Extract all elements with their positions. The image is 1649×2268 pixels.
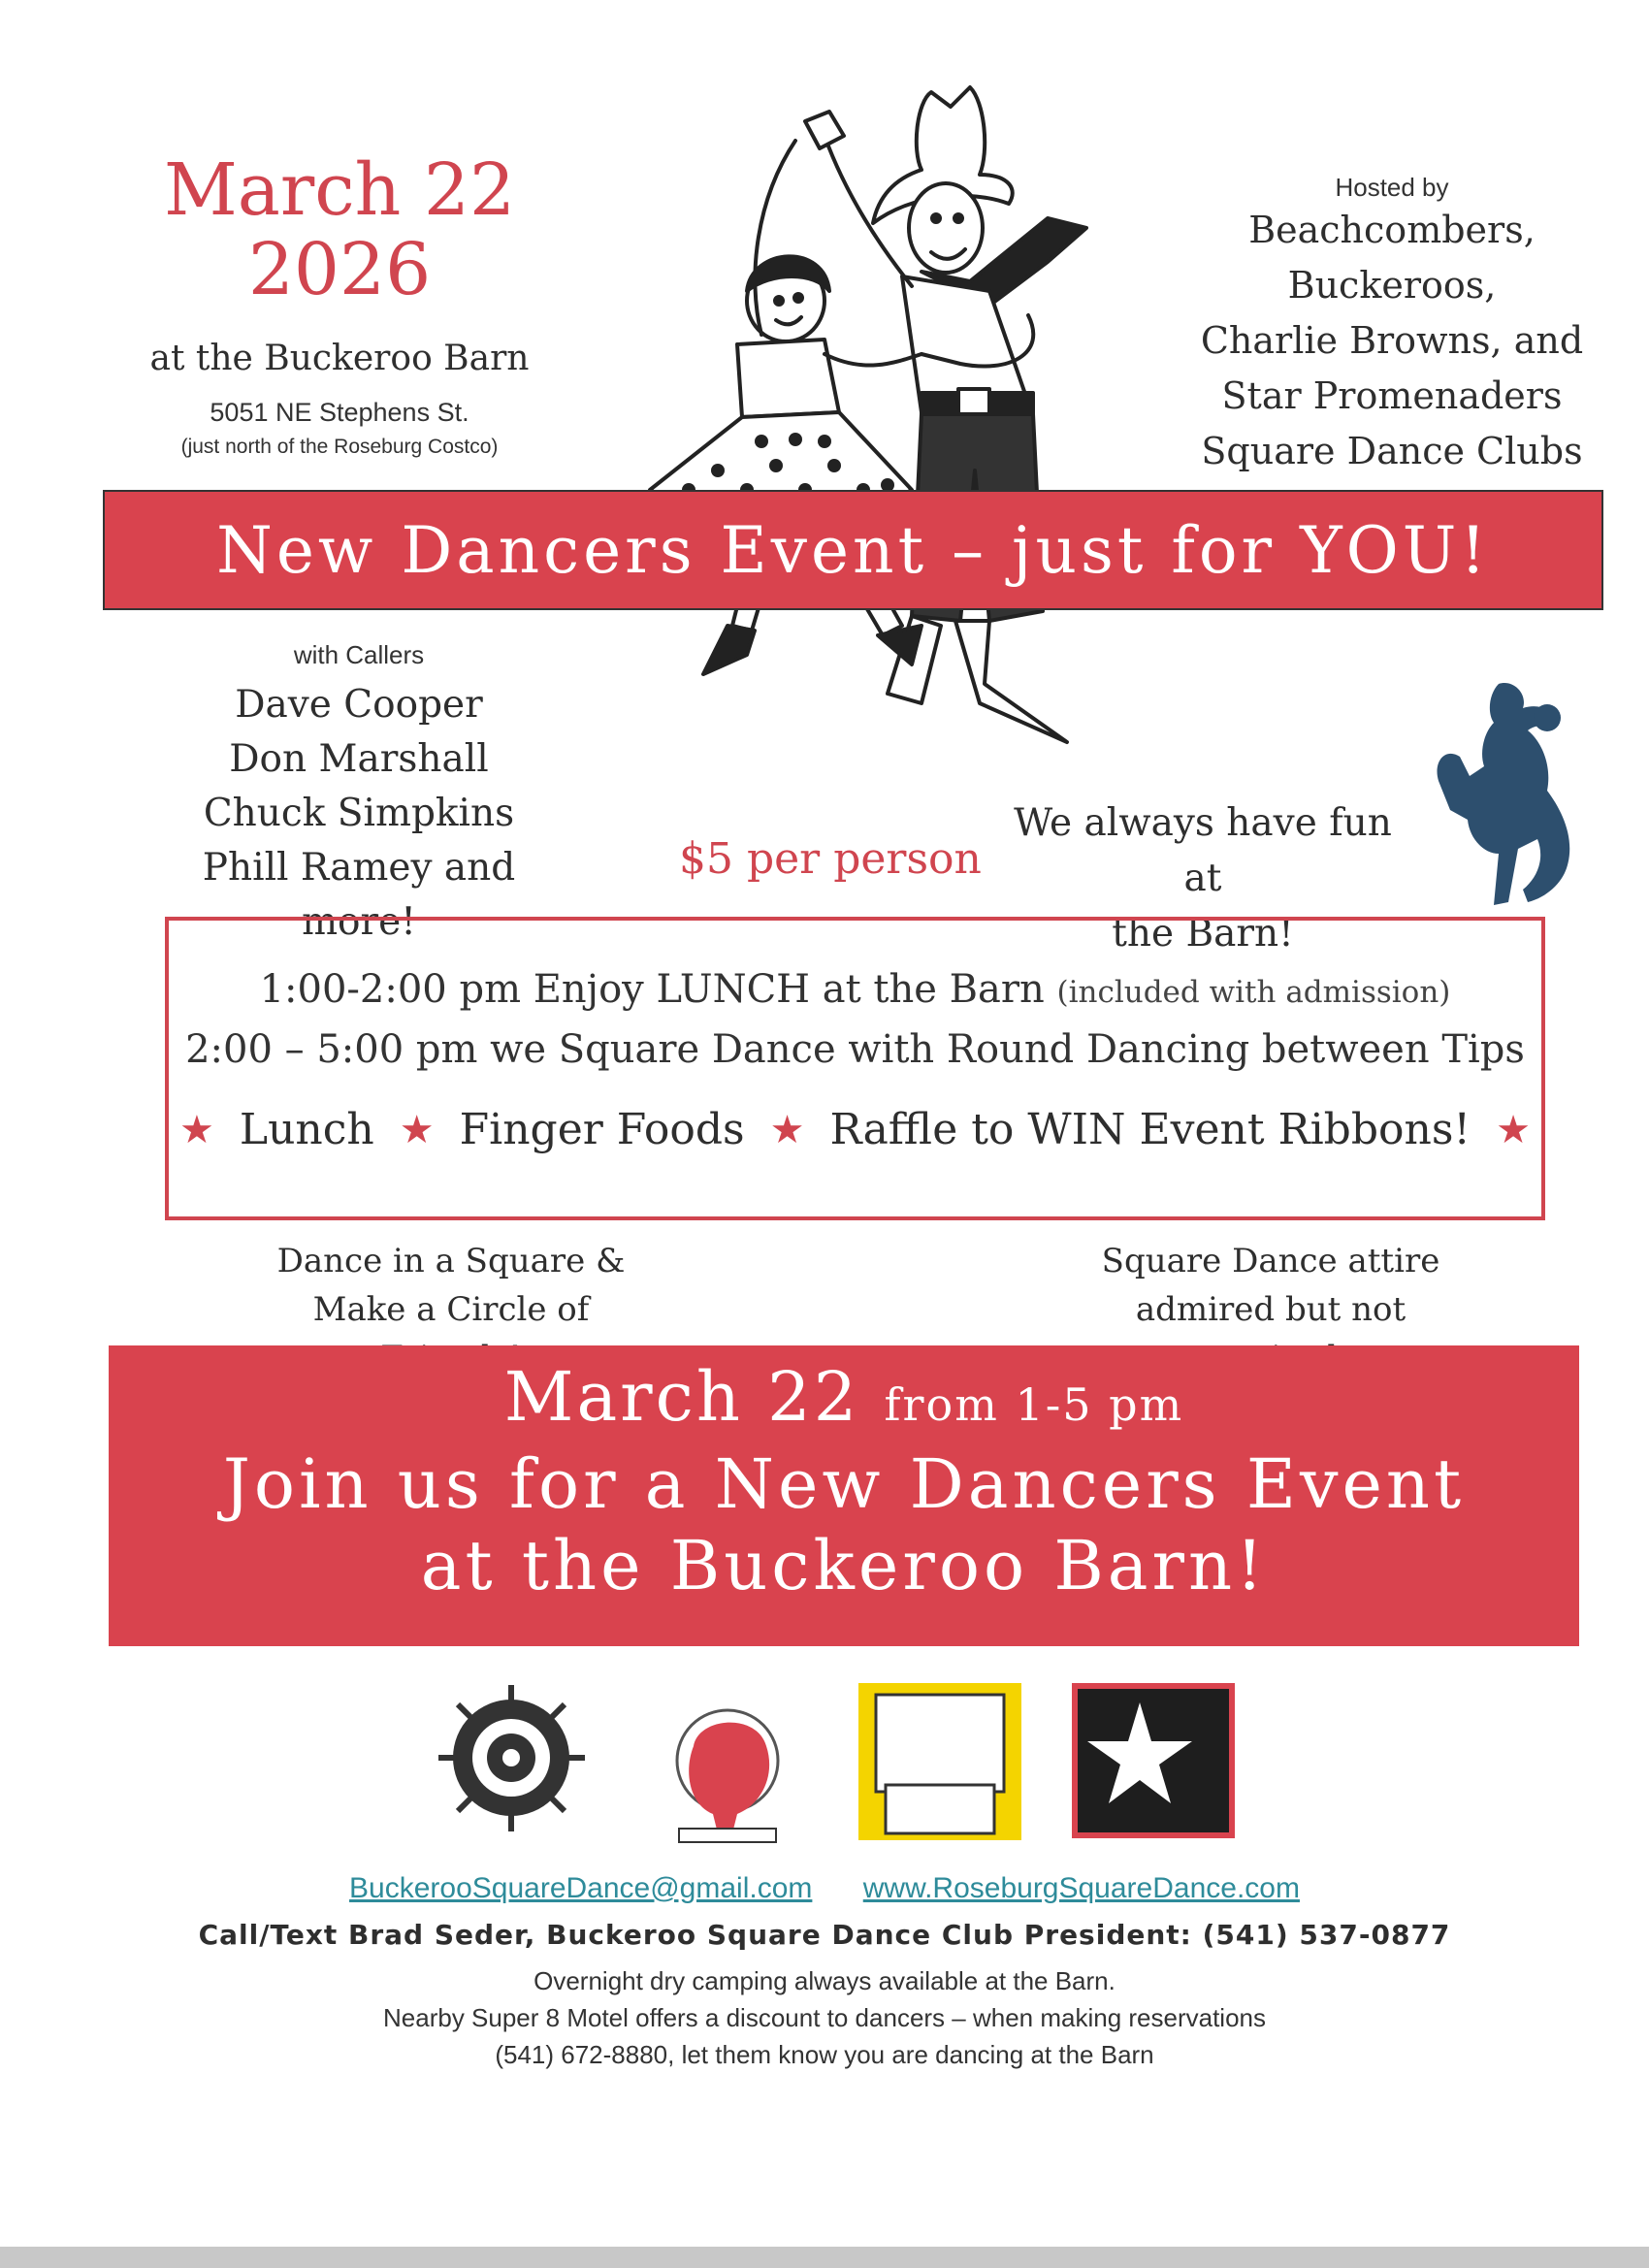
venue-name: at the Buckeroo Barn [149,339,530,378]
schedule-lunch-line [169,967,1541,1012]
tagline-line: Make a Circle of [312,1290,590,1329]
event-date-year: 2026 [247,228,432,311]
website-link[interactable]: www.RoseburgSquareDance.com [862,1872,1300,1904]
schedule-box [165,917,1545,1220]
fun-tagline-line: We always have fun at [1014,801,1392,900]
email-link[interactable]: BuckerooSquareDance@gmail.com [349,1872,813,1904]
info-line: Nearby Super 8 Motel offers a discount to dancers – when making reservations [383,2003,1266,2032]
new-dancers-banner [103,490,1603,610]
admission-price: $5 per person [679,834,982,884]
tagline-line: Dance in a Square & [276,1242,626,1280]
star-icon: ★ [399,1107,435,1152]
event-date-block [146,150,534,459]
star-icon: ★ [179,1107,214,1152]
venue-address-note: (just north of the Roseburg Costco) [180,436,499,458]
host-line: Charlie Browns, and [1200,319,1584,362]
info-line: (541) 672-8880, let them know you are dancing at the Barn [495,2040,1154,2069]
promenaders-logo [1072,1683,1235,1838]
caller-name: Don Marshall [229,737,489,781]
fun-tagline-line: the Barn! [1112,912,1294,956]
hosted-by-label: Hosted by [1335,173,1449,202]
camping-info [0,1962,1649,2073]
join-us-date-line [109,1357,1579,1437]
beachcombers-logo [436,1683,587,1833]
join-us-line: Join us for a New Dancers Event [222,1444,1466,1524]
feature-item: Raffle to WIN Event Ribbons! [829,1105,1471,1154]
join-us-banner [109,1345,1579,1646]
tagline-line: admired but not [1135,1290,1406,1329]
club-logos-row [0,1678,1649,1843]
venue-address: 5051 NE Stephens St. [210,398,469,427]
host-line: Beachcombers, [1248,209,1536,251]
schedule-lunch-note: (included with admission) [1056,975,1451,1010]
scan-edge [0,2247,1649,2268]
feature-item: Lunch [239,1105,374,1154]
info-line: Overnight dry camping always available at the Barn. [534,1966,1116,1995]
features-row [169,1105,1541,1154]
buckeroo-logo [640,1678,815,1848]
schedule-lunch-text: 1:00-2:00 pm Enjoy LUNCH at the Barn [259,967,1045,1012]
president-contact: Call/Text Brad Seder, Buckeroo Square Dance Club President: (541) 537-0877 [198,1919,1451,1951]
join-us-date: March 22 [503,1357,860,1437]
contact-links [0,1872,1649,1905]
caller-name: Dave Cooper [235,683,483,727]
host-line: Square Dance Clubs [1201,430,1583,472]
star-icon: ★ [1496,1107,1531,1152]
tagline-line: Square Dance attire [1101,1242,1440,1280]
schedule-dance-line: 2:00 – 5:00 pm we Square Dance with Round Dancing between Tips [185,1027,1525,1072]
host-line: Buckeroos, [1287,264,1497,307]
callers-label: with Callers [293,640,425,669]
hosts-block [1179,173,1605,479]
feature-item: Finger Foods [459,1105,745,1154]
caller-name: Phill Ramey and more! [202,846,516,944]
charlie-brown-logo [858,1683,1021,1840]
join-us-line: at the Buckeroo Barn! [420,1526,1268,1605]
new-dancers-banner-text: New Dancers Event – just for YOU! [216,512,1490,588]
event-date-month: March 22 [163,148,516,232]
star-icon: ★ [769,1107,805,1152]
contact-block [0,1872,1649,2073]
callers-block [155,640,563,950]
caller-name: Chuck Simpkins [203,792,515,835]
bucking-horse-icon [1431,674,1596,907]
square-dancers-illustration [504,82,1183,781]
host-line: Star Promenaders [1221,374,1563,417]
join-us-time: from 1-5 pm [884,1378,1184,1431]
